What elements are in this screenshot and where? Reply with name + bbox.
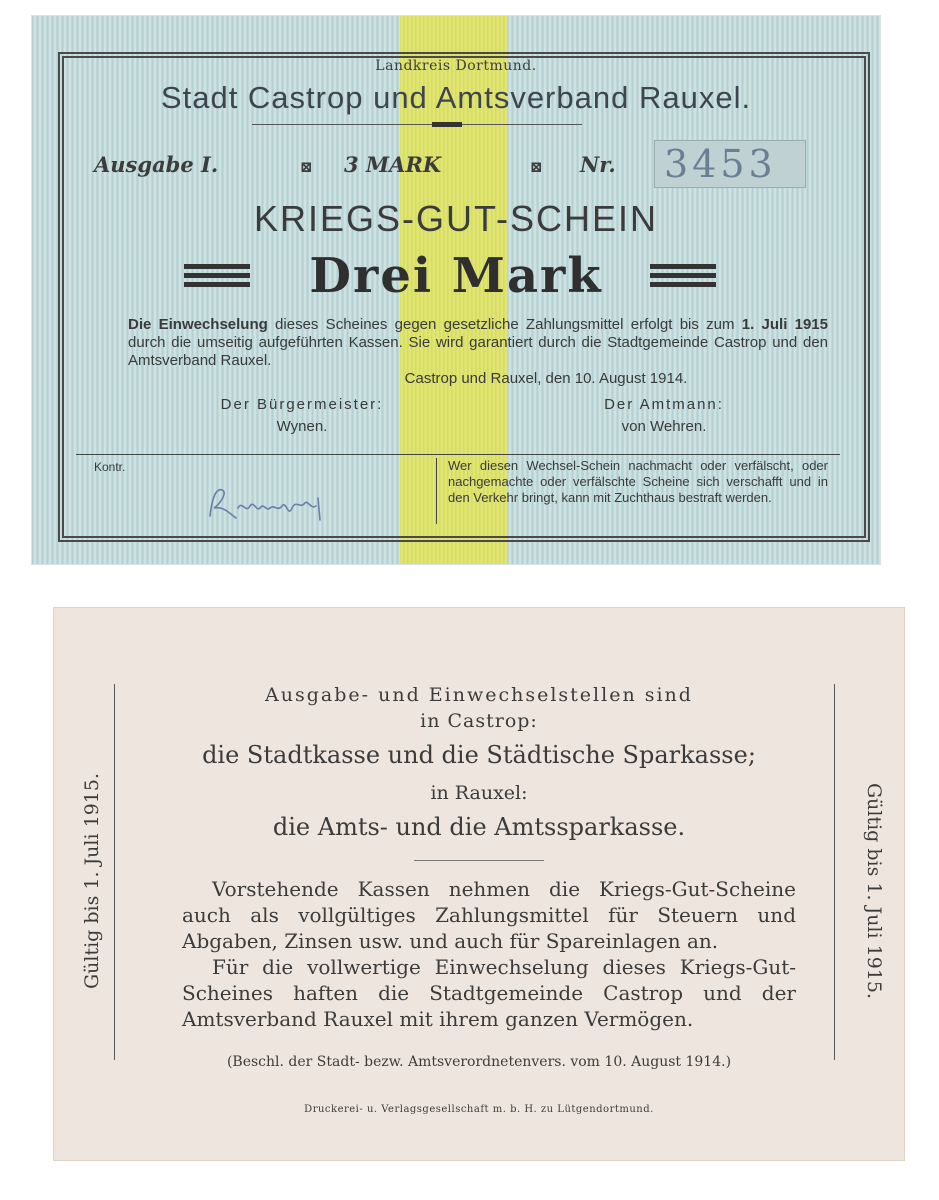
- kontr-label: Kontr.: [94, 460, 126, 474]
- para-bold-2: 1. Juli 1915: [741, 316, 828, 333]
- title-rule-accent: [432, 122, 462, 127]
- separator-glyph-2: ⊠: [530, 158, 543, 176]
- title-rule: [252, 124, 582, 125]
- note-back: [54, 608, 904, 1160]
- signer-right-name: von Wehren.: [621, 418, 707, 435]
- place-date: Castrop und Rauxel, den 10. August 1914.: [404, 370, 688, 387]
- footer-divider: [436, 458, 437, 524]
- exchange-paragraph: [128, 316, 828, 370]
- footer-rule: [76, 454, 840, 455]
- separator-glyph-1: ⊠: [300, 158, 313, 176]
- counterfeit-warning: Wer diesen Wechsel-Schein nachmacht oder verfälscht, oder nachgemachte oder verfälschte Scheine sich verschafft und in den Verkehr bringt, kann mit Zuchthaus bestraft werden.: [448, 458, 828, 505]
- nr-label: Nr.: [580, 152, 616, 177]
- para-text-1: dieses Scheines gegen gesetzliche Zahlungsmittel erfolgt bis zum: [267, 316, 742, 333]
- castrop-label: in Castrop:: [420, 710, 538, 732]
- terms-paragraph-1: Vorstehende Kassen nehmen die Kriegs-Gut-Scheine auch als vollgültiges Zahlungsmittel für Steuern und Abgaben, Zinsen usw. und auch für Spareinlagen an.: [182, 877, 796, 953]
- handwritten-signature: [202, 478, 352, 528]
- landkreis-label: Landkreis Dortmund.: [375, 58, 537, 74]
- rauxel-label: in Rauxel:: [430, 782, 528, 804]
- note-title: Stadt Castrop und Amtsverband Rauxel.: [160, 80, 752, 115]
- denomination: Drei Mark: [309, 248, 603, 304]
- section-separator: [414, 860, 544, 861]
- signer-right-title: Der Amtmann:: [604, 396, 724, 413]
- validity-left: Gültig bis 1. Juli 1915.: [81, 772, 103, 990]
- note-front: [32, 16, 880, 564]
- issue-label: Ausgabe I.: [94, 152, 219, 177]
- resolution-note: (Beschl. der Stadt- bezw. Amtsverordnetenvers. vom 10. August 1914.): [226, 1054, 732, 1070]
- signer-left-name: Wynen.: [276, 418, 328, 435]
- value-label: 3 MARK: [344, 152, 442, 177]
- terms-paragraph-2: Für die vollwertige Einwechselung dieses Kriegs-Gut-Scheines haften die Stadtgemeinde Castrop und der Amtsverband Rauxel mit ihrem ganzen Vermögen.: [182, 955, 796, 1031]
- signer-left-title: Der Bürgermeister:: [220, 396, 384, 413]
- exchange-offices-heading: Ausgabe- und Einwechselstellen sind: [265, 684, 693, 706]
- para-bold-1: Die Einwechselung: [128, 316, 268, 333]
- note-heading: KRIEGS-GUT-SCHEIN: [253, 198, 659, 239]
- rauxel-offices: die Amts- und die Amtssparkasse.: [272, 813, 686, 841]
- castrop-offices: die Stadtkasse und die Städtische Sparkasse;: [202, 741, 756, 769]
- serial-number: 3453: [664, 142, 777, 186]
- para-text-2: durch die umseitig aufgeführten Kassen. Sie wird garantiert durch die Stadtgemeinde Castrop und den Amtsverband Rauxel.: [128, 334, 828, 369]
- validity-right: Gültig bis 1. Juli 1915.: [863, 782, 885, 1000]
- decorative-bars-right: [650, 264, 716, 290]
- terms-text: [182, 876, 796, 1032]
- printer-imprint: Druckerei- u. Verlagsgesellschaft m. b. H. zu Lütgendortmund.: [304, 1104, 654, 1115]
